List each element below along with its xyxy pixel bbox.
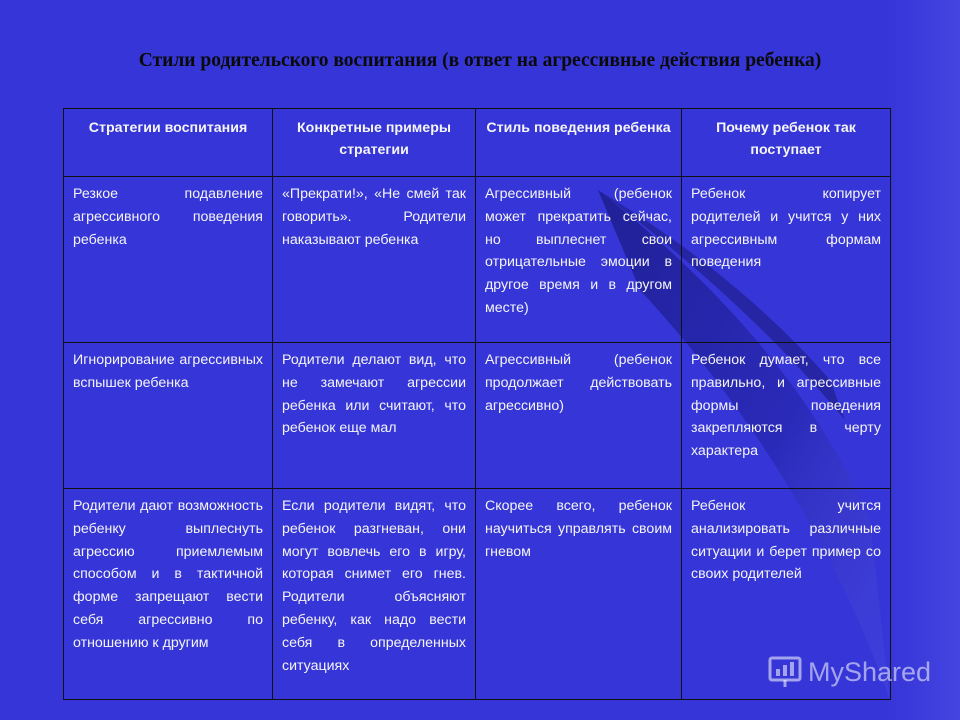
watermark-text: MyShared	[808, 656, 932, 687]
table-cell: Скорее всего, ребенок научиться управлять своим гневом	[476, 489, 682, 700]
header-cell-reason: Почему ребенок так поступает	[682, 109, 891, 177]
table-cell: Ребенок копирует родителей и учится у них агрессивным формам поведения	[682, 177, 891, 343]
header-cell-examples: Конкретные примеры стратегии	[273, 109, 476, 177]
presentation-board-icon	[768, 655, 802, 689]
header-cell-strategies: Стратегии воспитания	[64, 109, 273, 177]
table-cell: Если родители видят, что ребенок разгневан, они могут вовлечь его в игру, которая снимет его гнев. Родители объясняют ребенку, как надо вести себя в определенных ситуациях	[273, 489, 476, 700]
table-cell: Игнорирование агрессивных вспышек ребенка	[64, 343, 273, 489]
table-row	[64, 343, 891, 489]
table-row	[64, 489, 891, 700]
table-cell: Ребенок думает, что все правильно, и агрессивные формы поведения закрепляются в черту характера	[682, 343, 891, 489]
page-title: Стили родительского воспитания (в ответ на агрессивные действия ребенка)	[138, 50, 822, 71]
header-cell-child-behavior: Стиль поведения ребенка	[476, 109, 682, 177]
table-header-row	[64, 109, 891, 177]
table-cell: Ребенок учится анализировать различные ситуации и берет пример со своих родителей	[682, 489, 891, 700]
table-cell: «Прекрати!», «Не смей так говорить». Родители наказывают ребенка	[273, 177, 476, 343]
myshared-watermark	[768, 655, 931, 689]
table-cell: Агрессивный (ребенок может прекратить сейчас, но выплеснет свои отрицательные эмоции в другое время и в другом месте)	[476, 177, 682, 343]
parenting-styles-table	[63, 108, 891, 700]
table-row	[64, 177, 891, 343]
table-cell: Родители дают возможность ребенку выплеснуть агрессию приемлемым способом и в тактичной форме запрещают вести себя агрессивно по отношению к другим	[64, 489, 273, 700]
table-cell: Агрессивный (ребенок продолжает действовать агрессивно)	[476, 343, 682, 489]
table-cell: Резкое подавление агрессивного поведения ребенка	[64, 177, 273, 343]
table-cell: Родители делают вид, что не замечают агрессии ребенка или считают, что ребенок еще мал	[273, 343, 476, 489]
